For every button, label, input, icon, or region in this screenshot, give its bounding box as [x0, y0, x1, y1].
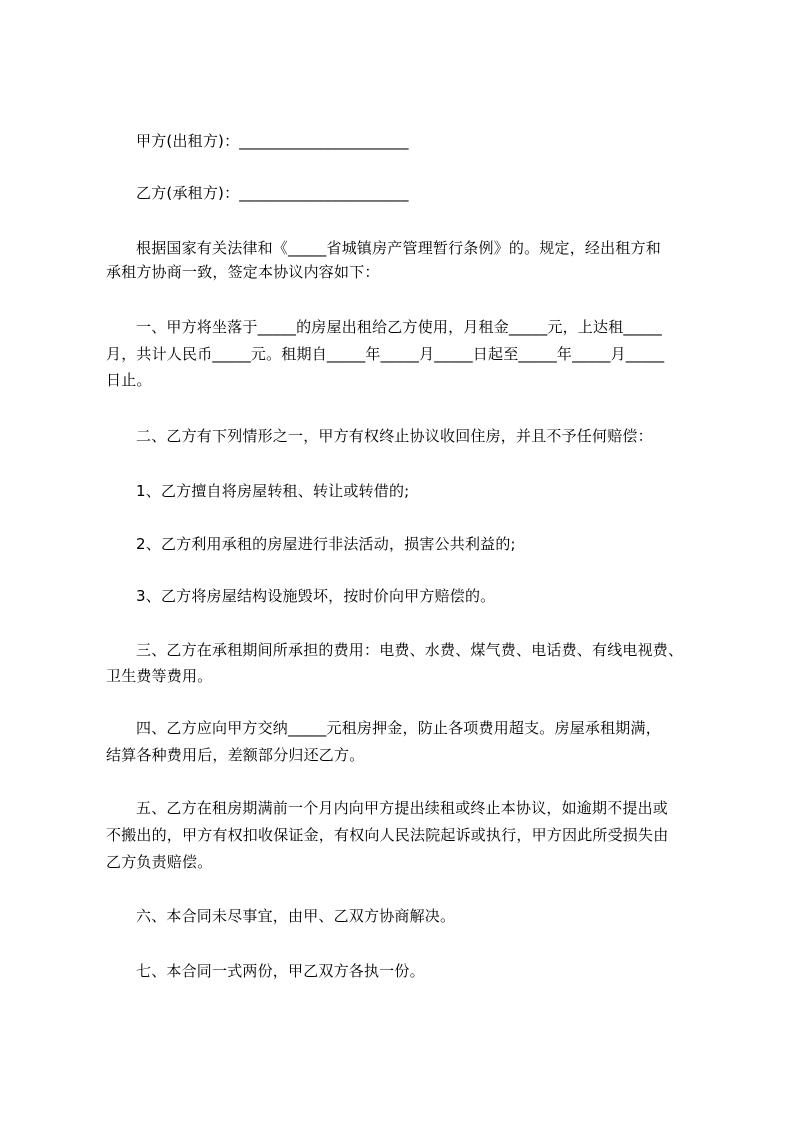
clause2-heading: 二、乙方有下列情形之一，甲方有权终止协议收回住房，并且不予任何赔偿： [136, 427, 653, 445]
clause5-line-1: 五、乙方在租房期满前一个月内向甲方提出续租或终止本协议，如逾期不提出或 [136, 799, 669, 817]
clause2-item-2: 2、乙方利用承租的房屋进行非法活动，损害公共利益的; [136, 535, 516, 553]
clause5-line-3: 乙方负责赔偿。 [106, 853, 213, 871]
intro-line-2: 承租方协商一致，签定本协议内容如下： [106, 263, 380, 281]
clause1-line-1: 一、甲方将坐落于_____的房屋出租给乙方使用，月租金_____元，上达租_____ [136, 318, 662, 336]
party-b-line: 乙方(承租方)：______________________ [136, 184, 409, 202]
clause2-item-3: 3、乙方将房屋结构设施毁坏，按时价向甲方赔偿的。 [136, 587, 496, 605]
clause5-line-2: 不搬出的，甲方有权扣收保证金，有权向人民法院起诉或执行，甲方因此所受损失由 [106, 826, 669, 844]
clause4-line-2: 结算各种费用后，差额部分归还乙方。 [106, 746, 365, 764]
clause3-line-2: 卫生费等费用。 [106, 667, 213, 685]
clause3-line-1: 三、乙方在承租期间所承担的费用：电费、水费、煤气费、电话费、有线电视费、 [136, 641, 684, 659]
intro-line-1: 根据国家有关法律和《_____省城镇房产管理暂行条例》的。规定，经出租方和 [136, 239, 661, 257]
clause7-line: 七、本合同一式两份，甲乙双方各执一份。 [136, 962, 425, 980]
clause6-line: 六、本合同未尽事宜，由甲、乙双方协商解决。 [136, 907, 456, 925]
clause1-line-2: 月，共计人民币_____元。租期自_____年_____月_____日起至_____年_____月_____ [106, 345, 665, 363]
clause1-line-3: 日止。 [106, 371, 152, 389]
party-a-line: 甲方(出租方)：______________________ [136, 132, 409, 150]
clause4-line-1: 四、乙方应向甲方交纳_____元租房押金，防止各项费用超支。房屋承租期满， [136, 719, 661, 737]
clause2-item-1: 1、乙方擅自将房屋转租、转让或转借的; [136, 482, 410, 500]
